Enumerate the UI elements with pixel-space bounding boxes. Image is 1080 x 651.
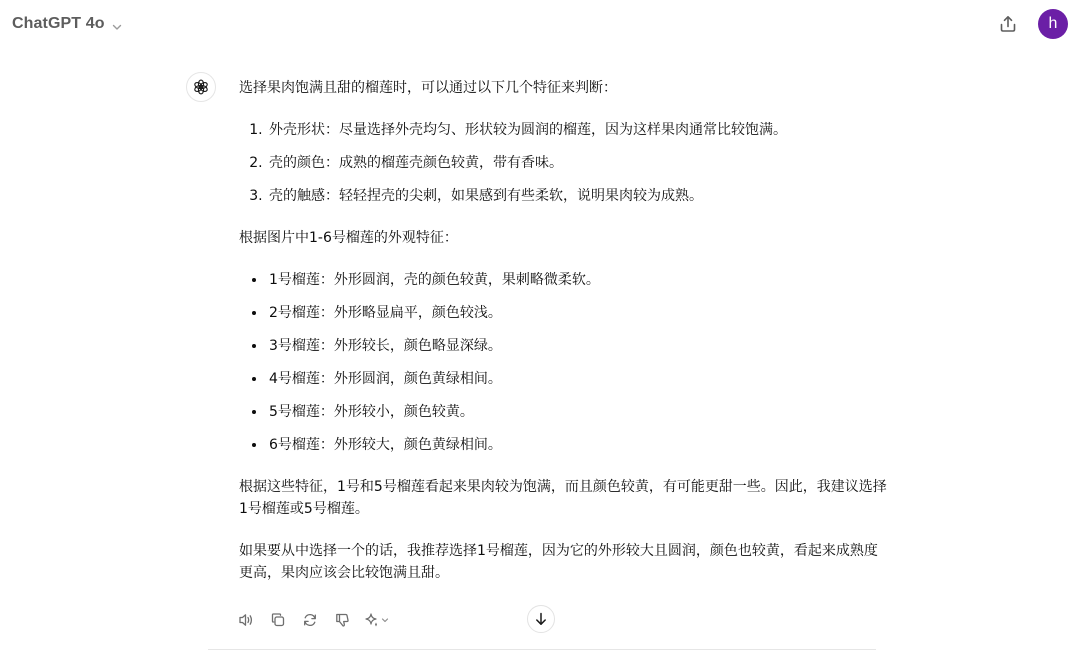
thumbs-down-icon [333,611,351,629]
durian-item: • 5号榴莲：外形较小，颜色较黄。 [267,401,891,423]
read-aloud-icon [237,611,255,629]
durian-item: • 6号榴莲：外形较大，颜色黄绿相间。 [267,434,891,456]
switch-model-button[interactable] [363,609,393,631]
model-selector[interactable] [12,12,123,36]
feature-list [239,119,891,207]
share-button[interactable] [996,12,1020,36]
copy-icon [269,611,287,629]
regenerate-icon [301,611,319,629]
copy-button[interactable] [267,609,289,631]
read-aloud-button[interactable] [235,609,257,631]
recommendation-paragraph: 如果要从中选择一个的话，我推荐选择1号榴莲，因为它的外形较大且圆润，颜色也较黄，看起来成熟度更高，果肉应该会比较饱满且甜。 [239,543,878,581]
thumbs-down-button[interactable] [331,609,353,631]
avatar-initial: h [1048,15,1058,32]
openai-logo-icon [192,78,210,96]
regenerate-button[interactable] [299,609,321,631]
arrow-down-icon [533,611,549,627]
durian-list [239,269,891,456]
basis-paragraph: 根据图片中1-6号榴莲的外观特征： [239,230,458,246]
durian-item: • 3号榴莲：外形较长，颜色略显深绿。 [267,335,891,357]
chevron-down-icon [111,18,123,30]
feature-item: 3. 壳的触感：轻轻捏壳的尖刺，如果感到有些柔软，说明果肉较为成熟。 [267,185,891,207]
user-avatar[interactable] [1038,9,1068,39]
conclusion-paragraph: 根据这些特征，1号和5号榴莲看起来果肉较为饱满，而且颜色较黄，有可能更甜一些。因此，我建议选择1号榴莲或5号榴莲。 [239,479,887,517]
durian-item: • 4号榴莲：外形圆润，颜色黄绿相间。 [267,368,891,390]
share-icon [998,14,1018,34]
assistant-avatar [186,72,216,102]
assistant-message [239,77,891,584]
feature-item: 1. 外壳形状：尽量选择外壳均匀、形状较为圆润的榴莲，因为这样果肉通常比较饱满。 [267,119,891,141]
top-bar [0,0,1080,48]
feature-item: 2. 壳的颜色：成熟的榴莲壳颜色较黄，带有香味。 [267,152,891,174]
message-actions [235,609,393,631]
sparkle-model-icon [363,611,393,629]
intro-paragraph: 选择果肉饱满且甜的榴莲时，可以通过以下几个特征来判断： [239,80,617,96]
durian-item: • 1号榴莲：外形圆润，壳的颜色较黄，果刺略微柔软。 [267,269,891,291]
scroll-to-bottom-button[interactable] [527,605,555,633]
model-name: ChatGPT 4o [12,15,105,32]
composer-top-edge [208,649,876,650]
durian-item: • 2号榴莲：外形略显扁平，颜色较浅。 [267,302,891,324]
